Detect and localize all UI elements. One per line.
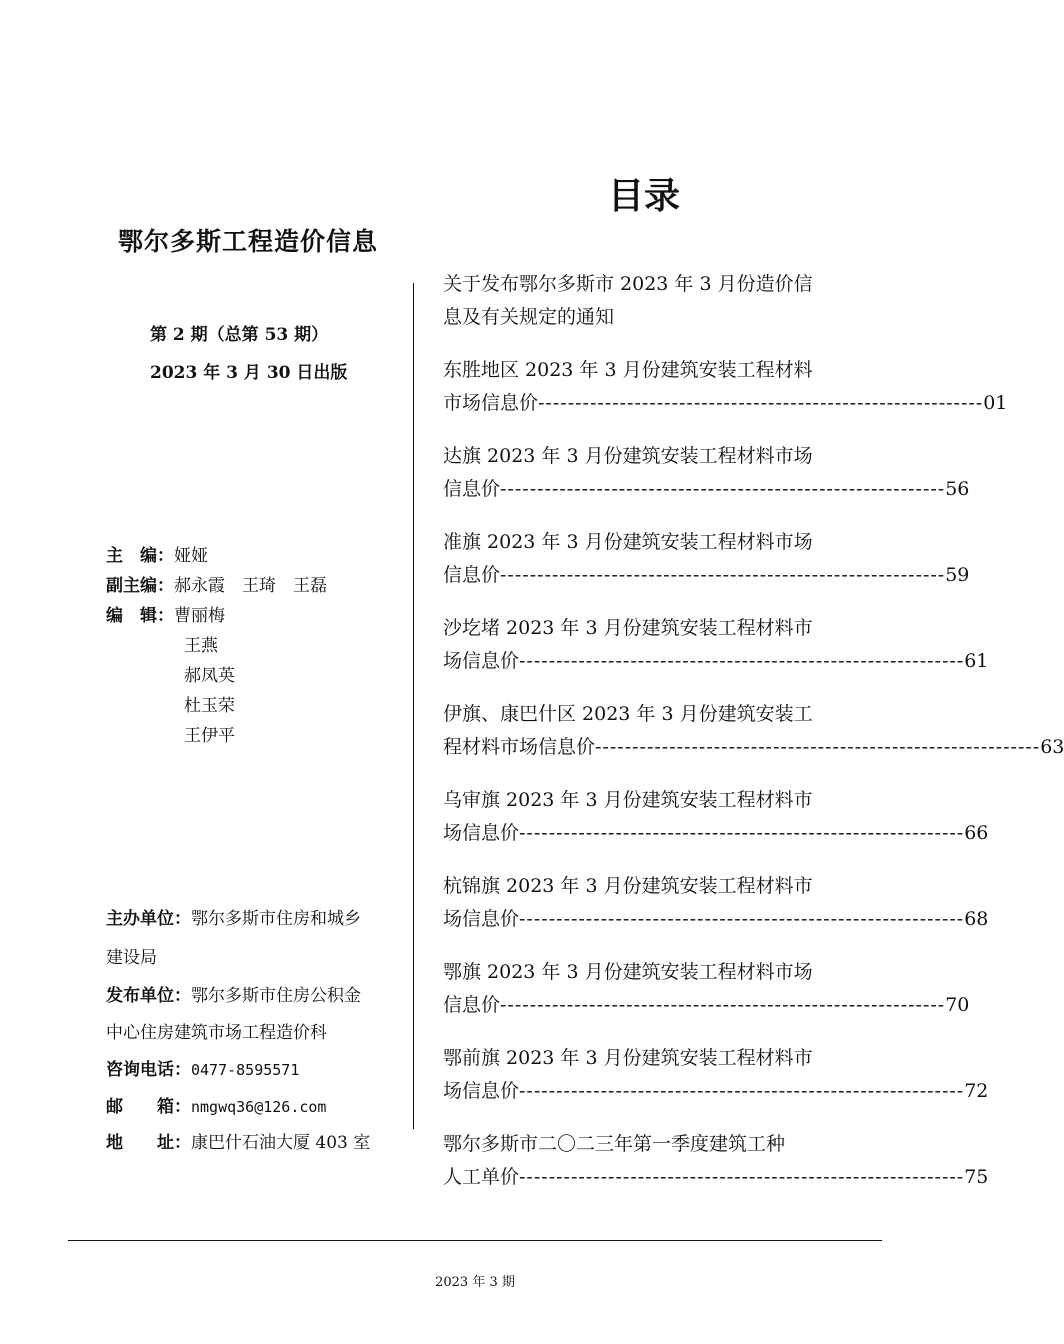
toc-entry[interactable]: [443, 1042, 989, 1108]
sponsor-line2: 建设局: [106, 948, 157, 968]
toc-entry-line1: 东胜地区 2023 年 3 月份建筑安装工程材料: [443, 359, 813, 381]
editors-label: 编 辑：: [106, 606, 174, 626]
email-address: nmgwq36@126.com: [191, 1098, 327, 1116]
toc-entry[interactable]: [443, 268, 845, 334]
dot-leader: ------------------------------------------------------------: [538, 392, 984, 414]
phone-row: [106, 1055, 299, 1080]
toc-entry[interactable]: [443, 784, 989, 850]
toc-entry-line1: 鄂前旗 2023 年 3 月份建筑安装工程材料市: [443, 1047, 813, 1069]
dot-leader: ------------------------------------------------------------: [595, 736, 1041, 758]
chief-editor-row: [106, 541, 208, 566]
toc-entry-line2: 信息价: [443, 478, 501, 500]
address-row: [106, 1128, 370, 1153]
toc-title: 目录: [608, 175, 681, 217]
deputy-editor-label: 副主编：: [106, 576, 174, 596]
toc-page-number: 68: [964, 908, 989, 930]
issue-number: 第 2 期（总第 53 期）: [150, 325, 329, 345]
dot-leader: ------------------------------------------------------------: [519, 822, 965, 844]
phone-number: 0477-8595571: [191, 1061, 300, 1079]
toc-page-number: 66: [964, 822, 989, 844]
editor-name: 郝凤英: [184, 666, 235, 686]
toc-entry-line1: 伊旗、康巴什区 2023 年 3 月份建筑安装工: [443, 703, 813, 725]
issuer-line1: 鄂尔多斯市住房公积金: [191, 986, 361, 1006]
dot-leader: ------------------------------------------------------------: [519, 1166, 965, 1188]
sponsor-row: [106, 904, 361, 929]
toc-entry-line1: 沙圪堵 2023 年 3 月份建筑安装工程材料市: [443, 617, 813, 639]
toc-entry-line1: 鄂旗 2023 年 3 月份建筑安装工程材料市场: [443, 961, 813, 983]
toc-page-number: 61: [964, 650, 989, 672]
dot-leader: ------------------------------------------------------------: [519, 1080, 965, 1102]
toc-page-number: 56: [945, 478, 970, 500]
email-label: 邮 箱：: [106, 1097, 191, 1117]
toc-entry-line1: 准旗 2023 年 3 月份建筑安装工程材料市场: [443, 531, 813, 553]
email-row: [106, 1092, 326, 1117]
dot-leader: ------------------------------------------------------------: [500, 564, 946, 586]
toc-entry-line2: 场信息价: [443, 1080, 520, 1102]
chief-editor-label: 主 编：: [106, 546, 174, 566]
issuer-label: 发布单位：: [106, 986, 191, 1006]
toc-entry-line1: 鄂尔多斯市二〇二三年第一季度建筑工种: [443, 1133, 786, 1155]
address-text: 康巴什石油大厦 403 室: [191, 1133, 371, 1153]
toc-entry[interactable]: [443, 440, 970, 506]
dot-leader: ------------------------------------------------------------: [500, 994, 946, 1016]
toc-entry-line1: 杭锦旗 2023 年 3 月份建筑安装工程材料市: [443, 875, 813, 897]
toc-entry[interactable]: [443, 612, 989, 678]
toc-page-number: 63: [1040, 736, 1064, 758]
editors-row: [106, 601, 225, 626]
toc-entry[interactable]: [443, 526, 970, 592]
address-label: 地 址：: [106, 1133, 191, 1153]
toc-entry-line1: 关于发布鄂尔多斯市 2023 年 3 月份造价信: [443, 273, 813, 295]
publication-title: 鄂尔多斯工程造价信息: [118, 227, 379, 256]
deputy-editor-row: [106, 571, 327, 596]
toc-page-number: 75: [964, 1166, 989, 1188]
column-divider: [413, 283, 414, 1129]
toc-entry[interactable]: [443, 956, 970, 1022]
toc-entry-line2: 场信息价: [443, 650, 520, 672]
editor-name: 曹丽梅: [174, 606, 225, 626]
sponsor-label: 主办单位：: [106, 909, 191, 929]
toc-page-number: 59: [945, 564, 970, 586]
toc-entry[interactable]: [443, 698, 1064, 764]
issuer-row: [106, 981, 361, 1006]
toc-entry-line2: 市场信息价: [443, 392, 539, 414]
footer-rule: [68, 1240, 882, 1241]
toc-entry-line2: 信息价: [443, 994, 501, 1016]
toc-entry-line2: 程材料市场信息价: [443, 736, 596, 758]
toc-entry-line2: 场信息价: [443, 908, 520, 930]
dot-leader: ------------------------------------------------------------: [500, 478, 946, 500]
toc-entry[interactable]: [443, 1128, 989, 1194]
toc-entry-line1: 乌审旗 2023 年 3 月份建筑安装工程材料市: [443, 789, 813, 811]
toc-entry-line2: 人工单价: [443, 1166, 520, 1188]
issuer-line2: 中心住房建筑市场工程造价科: [106, 1023, 327, 1043]
dot-leader: ------------------------------------------------------------: [519, 908, 965, 930]
chief-editor-name: 娅娅: [174, 546, 208, 566]
toc-page-number: 01: [983, 392, 1008, 414]
toc-page-number: 70: [945, 994, 970, 1016]
toc-entry[interactable]: [443, 354, 1008, 420]
toc-page-number: 72: [964, 1080, 989, 1102]
phone-label: 咨询电话：: [106, 1060, 191, 1080]
sponsor-line1: 鄂尔多斯市住房和城乡: [191, 909, 361, 929]
page-footer: 2023 年 3 期: [435, 1275, 515, 1290]
toc-entry-line2: 息及有关规定的通知: [443, 306, 615, 328]
publication-date: 2023 年 3 月 30 日出版: [150, 363, 348, 383]
toc-entry-line2: 信息价: [443, 564, 501, 586]
toc-entry-line2: 场信息价: [443, 822, 520, 844]
dot-leader: ------------------------------------------------------------: [519, 650, 965, 672]
toc-entry[interactable]: [443, 870, 989, 936]
editor-name: 王伊平: [184, 726, 235, 746]
toc-entry-line1: 达旗 2023 年 3 月份建筑安装工程材料市场: [443, 445, 813, 467]
deputy-editor-names: 郝永霞 王琦 王磊: [174, 576, 327, 596]
editor-name: 杜玉荣: [184, 696, 235, 716]
editor-name: 王燕: [184, 636, 218, 656]
